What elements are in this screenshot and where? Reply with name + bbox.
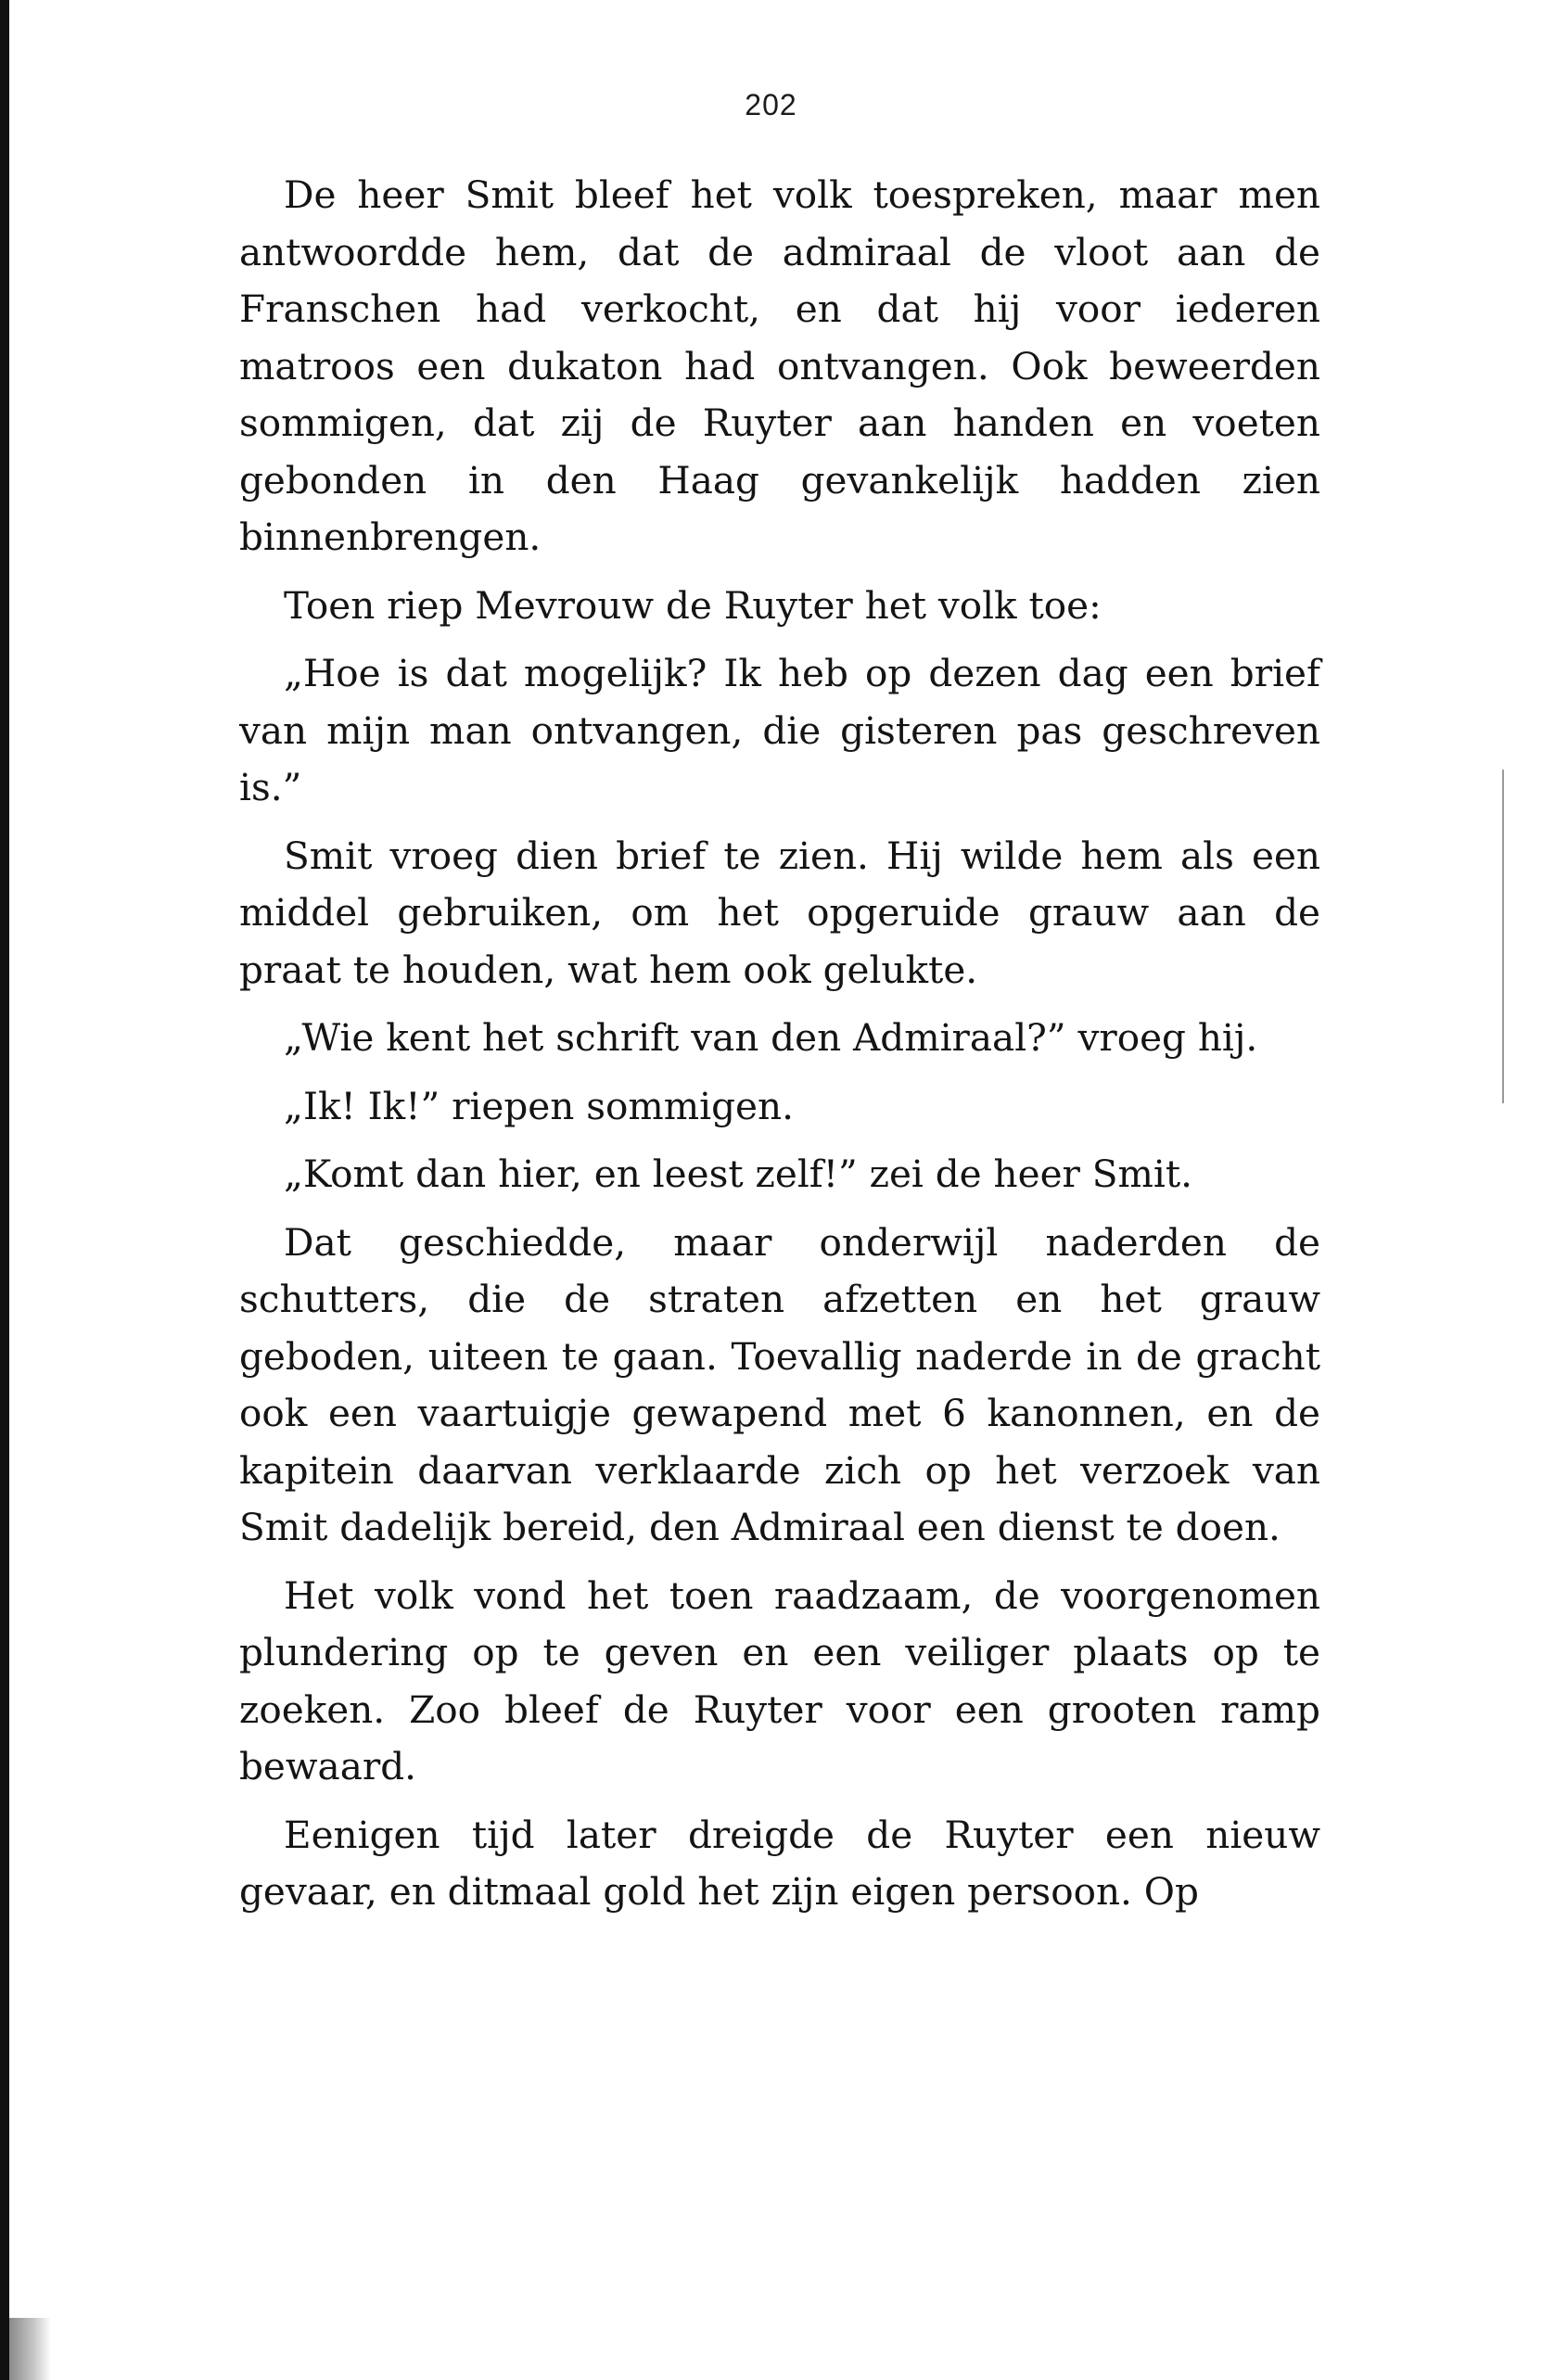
paragraph: „Ik! Ik!” riepen sommigen. <box>284 1083 794 1128</box>
paragraph: „Hoe is dat mogelijk? Ik heb op dezen dag een brief van mijn man ontvangen, die gisteren pas geschreven is.” <box>239 651 1320 809</box>
page-body <box>239 167 1320 1932</box>
paragraph: De heer Smit bleef het volk toespreken, maar men antwoordde hem, dat de admiraal de vloot aan de Franschen had verkocht, en dat hij voor iederen matroos een dukaton had ontvangen. Ook beweerden sommigen, dat zij de Ruyter aan handen en voeten gebonden in den Haag gevankelijk hadden zien binnenbrengen. <box>239 172 1320 559</box>
paragraph: Toen riep Mevrouw de Ruyter het volk toe: <box>284 582 1102 628</box>
page-number: 202 <box>745 88 797 121</box>
margin-scan-mark <box>1502 770 1504 1103</box>
spine-shadow <box>9 2318 51 2380</box>
paragraph: Dat geschiedde, maar onderwijl naderden de schutters, die de straten afzetten en het grauw geboden, uiteen te gaan. Toevallig naderde in de gracht ook een vaartuigje gewapend met 6 kanonnen, en de kapitein daarvan verklaarde zich op het verzoek van Smit dadelijk bereid, den Admiraal een dienst te doen. <box>239 1219 1320 1549</box>
paragraph: „Wie kent het schrift van den Admiraal?” vroeg hij. <box>284 1015 1258 1060</box>
paragraph: Het volk vond het toen raadzaam, de voorgenomen plundering op te geven en een veiliger plaats op te zoeken. Zoo bleef de Ruyter voor een grooten ramp bewaard. <box>239 1572 1320 1788</box>
paragraph: Smit vroeg dien brief te zien. Hij wilde hem als een middel gebruiken, om het opgeruide grauw aan de praat te houden, wat hem ook gelukte. <box>239 833 1320 992</box>
book-spine-edge <box>0 0 9 2380</box>
paragraph: Eenigen tijd later dreigde de Ruyter een nieuw gevaar, en ditmaal gold het zijn eigen persoon. Op <box>239 1812 1320 1914</box>
paragraph: „Komt dan hier, en leest zelf!” zei de heer Smit. <box>284 1152 1193 1196</box>
